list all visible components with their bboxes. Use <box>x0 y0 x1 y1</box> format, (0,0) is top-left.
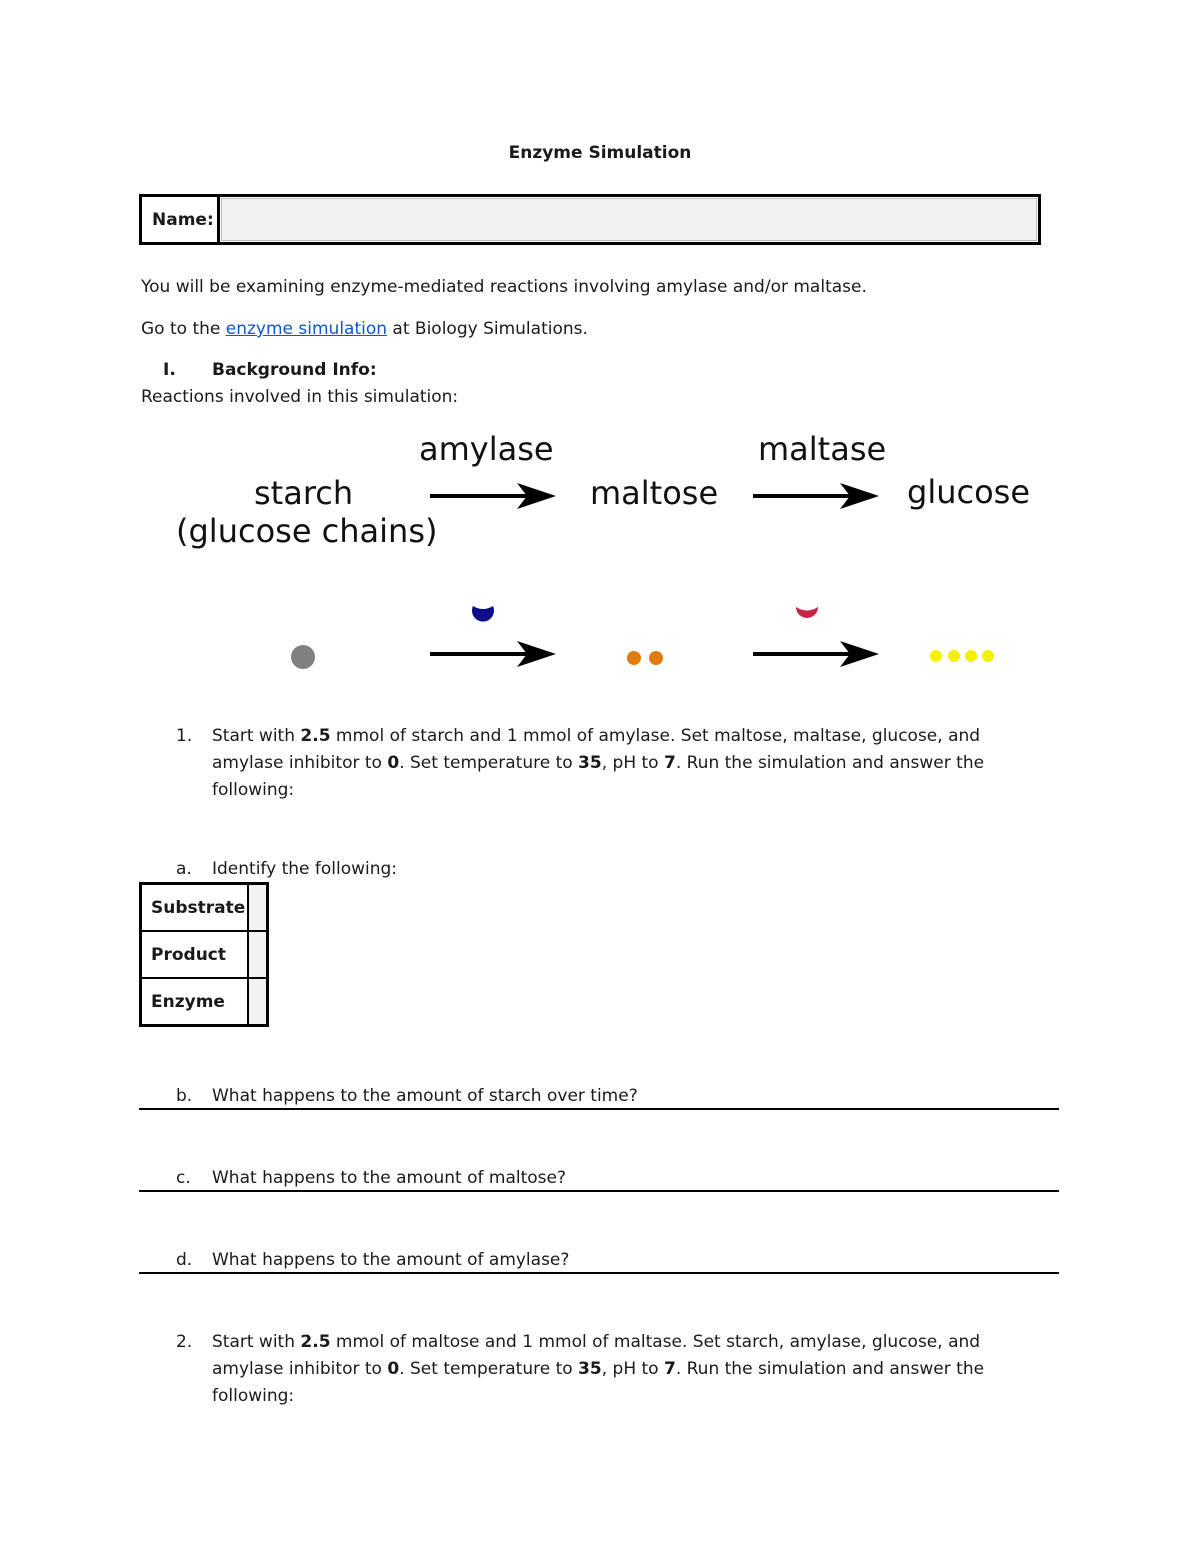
q1-value: 35 <box>578 753 602 773</box>
name-label: Name: <box>142 197 220 242</box>
arrow-icon <box>430 483 556 509</box>
q2-value: 35 <box>578 1359 602 1379</box>
q2-line3: following: <box>212 1386 295 1406</box>
reactions-intro: Reactions involved in this simulation: <box>141 387 459 407</box>
intro-text: You will be examining enzyme-mediated reactions involving amylase and/or maltase. <box>141 277 867 297</box>
table-row <box>141 978 268 1026</box>
section-heading: Background Info: <box>212 360 377 380</box>
qc-text: What happens to the amount of maltose? <box>212 1168 567 1188</box>
qd-text: What happens to the amount of amylase? <box>212 1250 570 1270</box>
goto-before: Go to the <box>141 319 226 339</box>
glucose-molecule-icon <box>930 650 994 662</box>
qb-text: What happens to the amount of starch over time? <box>212 1086 638 1106</box>
q2-value: 2.5 <box>300 1332 331 1352</box>
q1-line2 <box>212 750 984 777</box>
starch-sublabel: (glucose chains) <box>176 512 438 550</box>
q1-line3: following: <box>212 780 295 800</box>
q1-number: 1. <box>176 726 193 746</box>
table-answer-cell[interactable] <box>248 978 268 1026</box>
q1-value: 7 <box>663 753 676 773</box>
diagram-graphics <box>0 0 1200 700</box>
q2-text: mmol of maltose and 1 mmol of maltase. Set starch, amylase, glucose, and <box>330 1332 981 1352</box>
q2-text: . Set temperature to <box>399 1359 579 1379</box>
qa-text: Identify the following: <box>212 859 398 879</box>
maltose-molecule-icon <box>627 651 663 665</box>
maltase-enzyme-icon <box>796 607 818 618</box>
q2-text: . Run the simulation and answer the <box>675 1359 985 1379</box>
answer-line[interactable] <box>139 1108 1059 1110</box>
q2-text: Start with <box>212 1332 301 1352</box>
table-row-label: Product <box>141 931 249 978</box>
q1-line1 <box>212 723 980 750</box>
q1-text: mmol of starch and 1 mmol of amylase. Set maltose, maltase, glucose, and <box>330 726 981 746</box>
starch-molecule-icon <box>291 645 315 669</box>
q2-text: , pH to <box>601 1359 664 1379</box>
identify-table <box>139 882 269 1027</box>
goto-after: at Biology Simulations. <box>387 319 588 339</box>
q2-value: 7 <box>663 1359 676 1379</box>
starch-label: starch <box>254 474 354 512</box>
q2-number: 2. <box>176 1332 193 1352</box>
amylase-enzyme-icon <box>472 606 494 622</box>
q2-line1 <box>212 1329 980 1356</box>
section-numeral: I. <box>163 360 176 380</box>
q2-text: amylase inhibitor to <box>212 1359 388 1379</box>
enzyme-simulation-link[interactable]: enzyme simulation <box>225 319 388 339</box>
table-answer-cell[interactable] <box>248 884 268 932</box>
arrow-icon <box>753 641 879 667</box>
table-answer-cell[interactable] <box>248 931 268 978</box>
q1-value: 2.5 <box>300 726 331 746</box>
arrow-icon <box>753 483 879 509</box>
qd-letter: d. <box>176 1250 193 1270</box>
q1-text: Start with <box>212 726 301 746</box>
qb-letter: b. <box>176 1086 193 1106</box>
maltase-label: maltase <box>758 430 887 468</box>
page-title: Enzyme Simulation <box>508 143 692 163</box>
q1-text: , pH to <box>601 753 664 773</box>
arrow-icon <box>430 641 556 667</box>
maltose-label: maltose <box>590 474 719 512</box>
q1-text: . Run the simulation and answer the <box>675 753 985 773</box>
q1-text: amylase inhibitor to <box>212 753 388 773</box>
q2-value: 0 <box>387 1359 400 1379</box>
table-row <box>141 931 268 978</box>
q1-text: . Set temperature to <box>399 753 579 773</box>
table-row-label: Substrate <box>141 884 249 932</box>
answer-line[interactable] <box>139 1190 1059 1192</box>
qc-letter: c. <box>176 1168 191 1188</box>
glucose-label: glucose <box>907 473 1031 511</box>
reaction-diagram <box>0 0 1200 700</box>
table-row-label: Enzyme <box>141 978 249 1026</box>
answer-line[interactable] <box>139 1272 1059 1274</box>
qa-letter: a. <box>176 859 192 879</box>
amylase-label: amylase <box>419 430 554 468</box>
q1-value: 0 <box>387 753 400 773</box>
table-row <box>141 884 268 932</box>
q2-line2 <box>212 1356 984 1383</box>
